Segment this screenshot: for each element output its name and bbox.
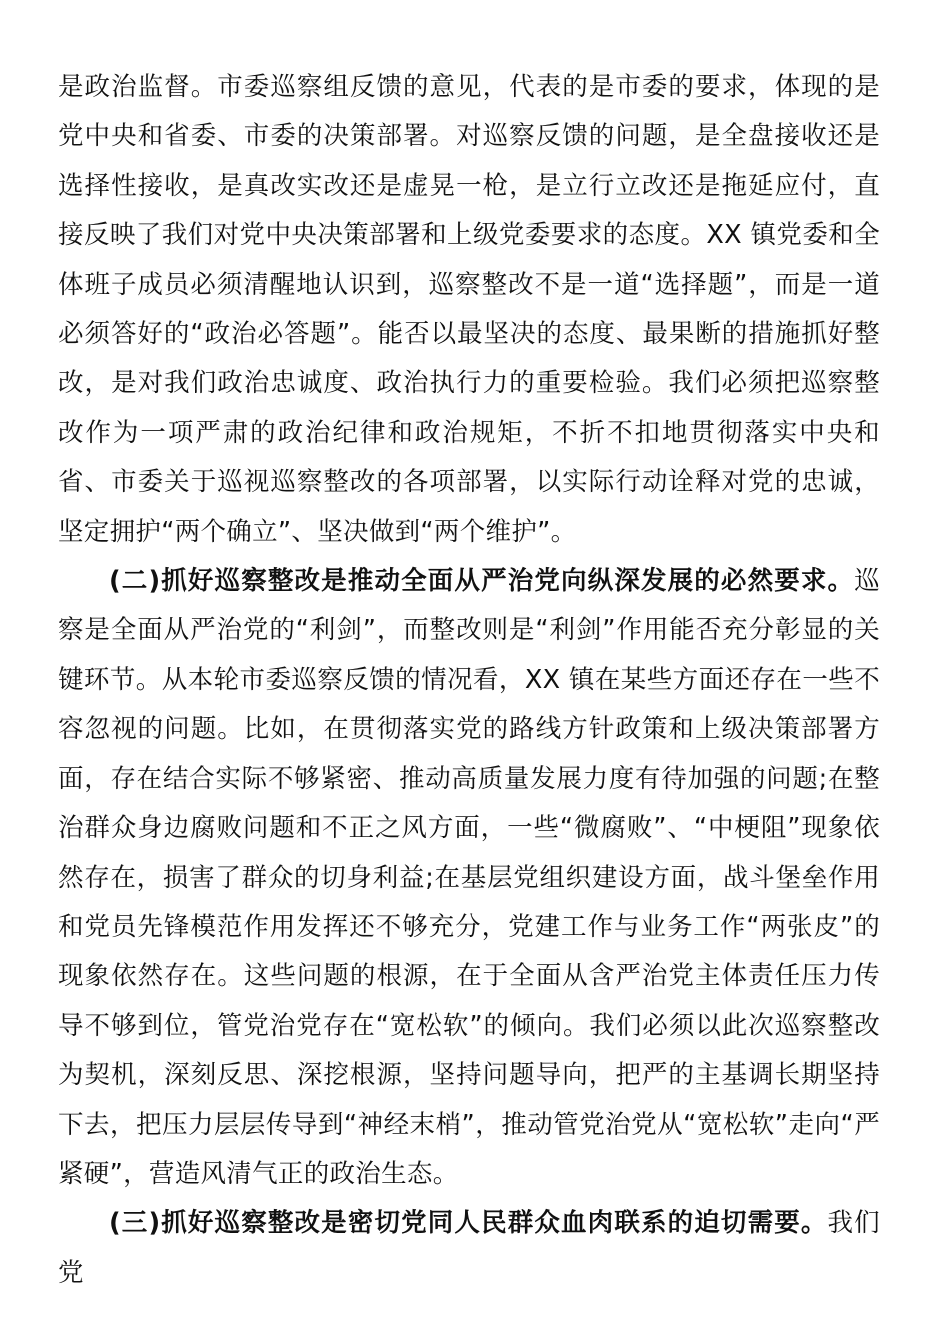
document-body [58,63,880,1298]
paragraph-section-2 [58,557,880,1199]
paragraph-body: 巡察是全面从严治党的“利剑”，而整改则是“利剑”作用能否充分彰显的关键环节。从本轮市委巡察反馈的情况看，XX 镇在某些方面还存在一些不容忽视的问题。比如，在贯彻落实党的路线方针政策和上级决策部署方面，存在结合实际不够紧密、推动高质量发展力度有待加强的问题;在整治群众身边腐败问题和不正之风方面，一些“微腐败”、“中梗阻”现象依然存在，损害了群众的切身利益;在基层党组织建设方面，战斗堡垒作用和党员先锋模范作用发挥还不够充分，党建工作与业务工作“两张皮”的现象依然存在。这些问题的根源，在于全面从含严治党主体责任压力传导不够到位，管党治党存在“宽松软”的倾向。我们必须以此次巡察整改为契机，深刻反思、深挖根源，坚持问题导向，把严的主基调长期坚持下去，把压力层层传导到“神经末梢”，推动管党治党从“宽松软”走向“严紧硬”，营造风清气正的政治生态。 [58,566,880,1189]
paragraph-section-3 [58,1199,880,1298]
section-heading: (二)抓好巡察整改是推动全面从严治党向纵深发展的必然要求。 [109,566,855,597]
paragraph-body: 是政治监督。市委巡察组反馈的意见，代表的是市委的要求，体现的是党中央和省委、市委的决策部署。对巡察反馈的问题，是全盘接收还是选择性接收，是真改实改还是虚晃一枪，是立行立改还是拖延应付，直接反映了我们对党中央决策部署和上级党委要求的态度。XX 镇党委和全体班子成员必须清醒地认识到，巡察整改不是一道“选择题”，而是一道必须答好的“政治必答题”。能否以最坚决的态度、最果断的措施抓好整改，是对我们政治忠诚度、政治执行力的重要检验。我们必须把巡察整改作为一项严肃的政治纪律和政治规矩，不折不扣地贯彻落实中央和省、市委关于巡视巡察整改的各项部署，以实际行动诠释对党的忠诚，坚定拥护“两个确立”、坚决做到“两个维护”。 [58,72,880,547]
paragraph-body: 我们党 [58,1208,880,1288]
section-heading: (三)抓好巡察整改是密切党同人民群众血肉联系的迫切需要。 [109,1208,828,1239]
paragraph-continuation [58,63,880,557]
